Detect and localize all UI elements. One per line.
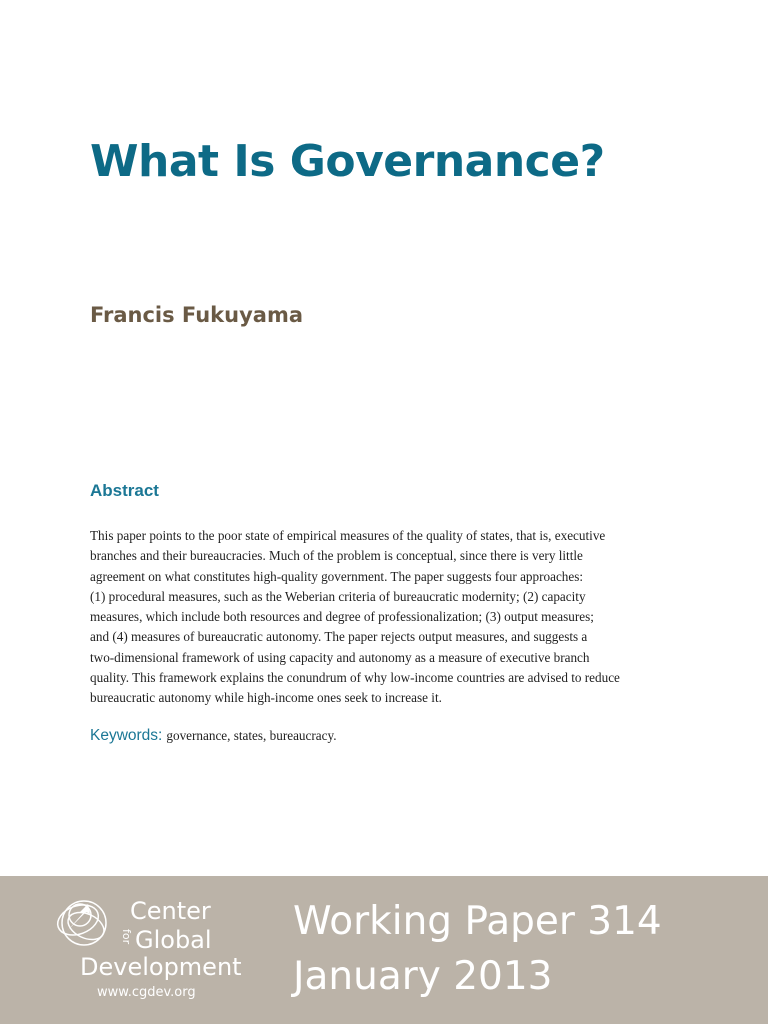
keywords bbox=[90, 727, 337, 745]
abstract-line: and (4) measures of bureaucratic autonomy. The paper rejects output measures, and suggests a bbox=[90, 629, 588, 645]
abstract-line: (1) procedural measures, such as the Weberian criteria of bureaucratic modernity; (2) capacity bbox=[90, 588, 586, 604]
logo-url: www.cgdev.org bbox=[97, 985, 196, 1000]
keywords-text: governance, states, bureaucracy. bbox=[166, 728, 337, 743]
logo-word-development: Development bbox=[80, 953, 242, 981]
keywords-label: Keywords: bbox=[90, 727, 163, 744]
abstract-line: branches and their bureaucracies. Much of the problem is conceptual, since there is very little bbox=[90, 548, 583, 564]
logo-word-center: Center bbox=[130, 897, 211, 925]
abstract-line: two-dimensional framework of using capacity and autonomy as a measure of executive branch bbox=[90, 649, 590, 665]
abstract-body bbox=[90, 526, 690, 709]
abstract-line: agreement on what constitutes high-quality government. The paper suggests four approaches: bbox=[90, 568, 584, 584]
author-name: Francis Fukuyama bbox=[90, 303, 304, 327]
abstract-heading: Abstract bbox=[90, 481, 159, 500]
abstract-line: quality. This framework explains the conundrum of why low-income countries are advised to reduce bbox=[90, 670, 620, 686]
abstract-line: measures, which include both resources and degree of professionalization; (3) output measures; bbox=[90, 609, 594, 625]
working-paper-number: Working Paper 314 bbox=[293, 899, 662, 944]
abstract-line: This paper points to the poor state of empirical measures of the quality of states, that is, executive bbox=[90, 528, 606, 543]
logo-word-global: Global bbox=[135, 926, 212, 954]
logo-word-for: for bbox=[120, 929, 133, 945]
paper-title: What Is Governance? bbox=[90, 136, 605, 187]
footer-band bbox=[0, 876, 768, 1024]
abstract-line: bureaucratic autonomy while high-income ones seek to increase it. bbox=[90, 690, 442, 706]
publication-date: January 2013 bbox=[293, 954, 553, 999]
